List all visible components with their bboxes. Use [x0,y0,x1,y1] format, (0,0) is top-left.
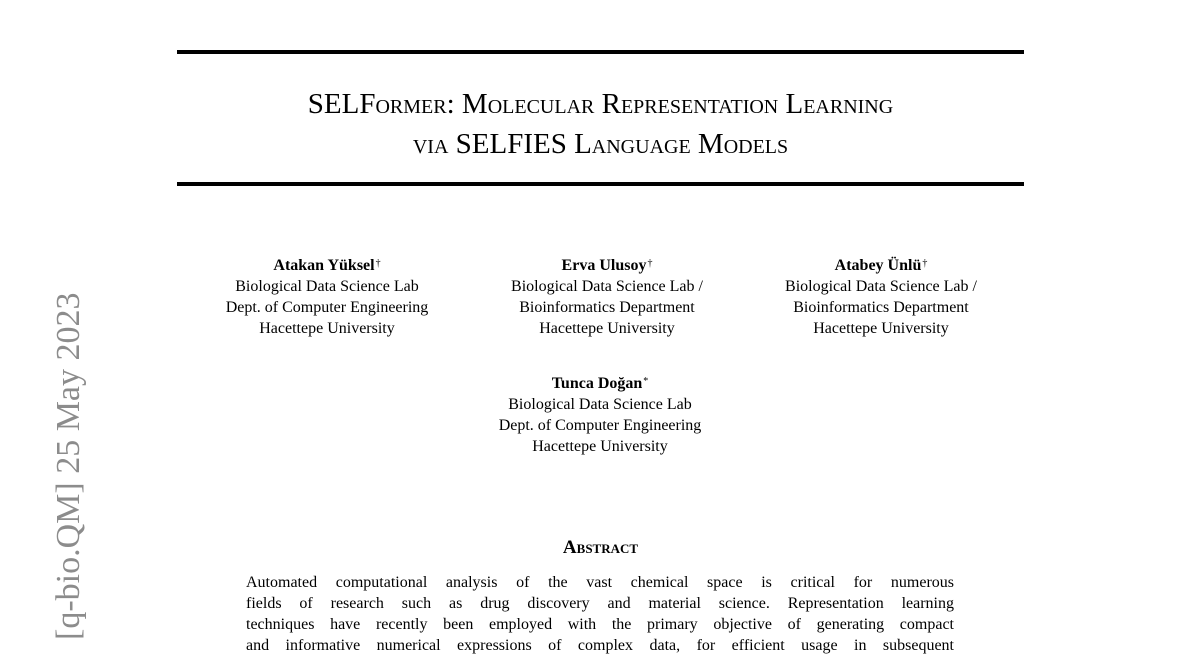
affiliation-line: Biological Data Science Lab / [511,278,703,295]
abstract-body [246,572,954,656]
affiliation-line: Bioinformatics Department [793,299,969,316]
title-bottom-rule [177,182,1024,186]
author-block [450,373,750,457]
author-mark: † [647,258,653,269]
arxiv-sidebar-stamp: [q-bio.QM] 25 May 2023 [50,292,87,640]
author-name-row [470,255,744,276]
author-mark: † [922,258,928,269]
author-block [470,255,744,339]
author-name: Tunca Doğan [551,375,643,392]
affiliation-line: Hacettepe University [813,320,949,337]
affiliation-line: Bioinformatics Department [519,299,695,316]
abstract-line: fields of research such as drug discovery and material science. Representation learning [246,595,954,612]
title-top-rule [177,50,1024,54]
affiliation-line: Dept. of Computer Engineering [225,299,429,316]
abstract-line: and informative numerical expressions of complex data, for efficient usage in subsequent [246,637,954,654]
author-name: Atabey Ünlü [834,257,922,274]
affiliation-line: Biological Data Science Lab [508,396,692,413]
author-name-row [744,255,1018,276]
abstract-heading: Abstract [562,537,639,558]
affiliation-line: Biological Data Science Lab / [785,278,977,295]
affiliation-line: Hacettepe University [539,320,675,337]
author-name: Atakan Yüksel [273,257,375,274]
title-line-2: via SELFIES Language Models [412,128,789,160]
author-name-row [450,373,750,394]
author-name: Erva Ulusoy [561,257,647,274]
author-mark: * [643,376,649,387]
author-block [744,255,1018,339]
title-line-1: SELFormer: Molecular Representation Learning [307,88,894,120]
abstract-line: techniques have recently been employed with the primary objective of generating compact [246,616,954,633]
author-block [176,255,478,339]
author-mark: † [375,258,381,269]
paper-title [177,84,1024,164]
abstract-line: Automated computational analysis of the vast chemical space is critical for numerous [246,574,954,591]
author-name-row [176,255,478,276]
affiliation-line: Hacettepe University [259,320,395,337]
affiliation-line: Biological Data Science Lab [235,278,419,295]
affiliation-line: Dept. of Computer Engineering [498,417,702,434]
affiliation-line: Hacettepe University [532,438,668,455]
